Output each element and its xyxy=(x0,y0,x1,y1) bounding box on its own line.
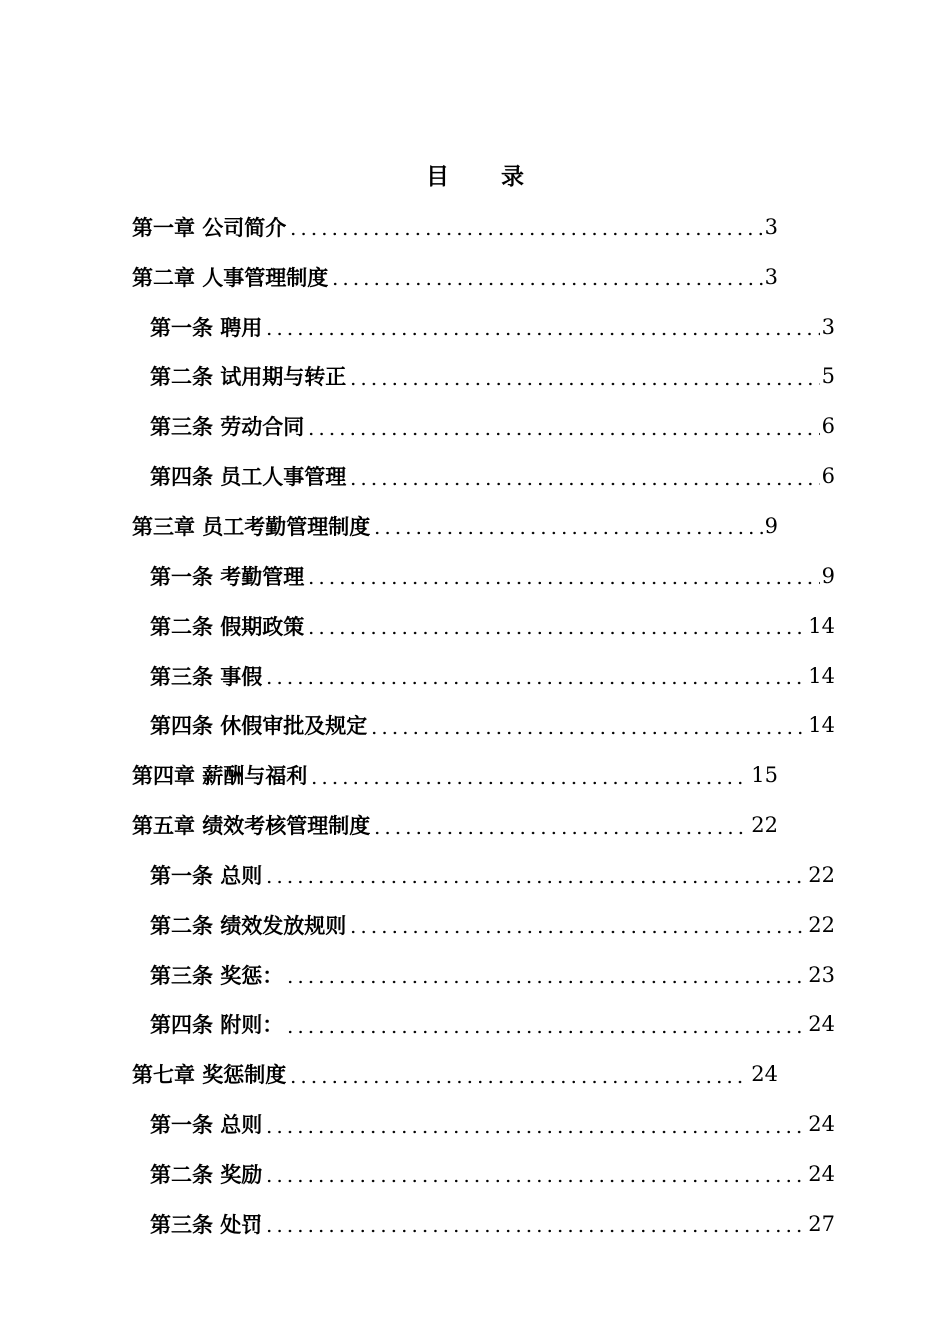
toc-dot-leader xyxy=(348,466,819,487)
toc-entry-label: 第三章 员工考勤管理制度 xyxy=(132,513,371,539)
toc-dot-leader xyxy=(348,366,819,387)
toc-entry-label: 第三条 劳动合同 xyxy=(150,414,305,440)
toc-entry-article[interactable] xyxy=(0,950,950,1000)
toc-entry-page-number: 6 xyxy=(821,464,835,489)
toc-entry-label: 第四章 薪酬与福利 xyxy=(132,763,308,789)
toc-entry-label: 第二章 人事管理制度 xyxy=(132,264,329,290)
toc-entry-article[interactable] xyxy=(0,900,950,950)
toc-entry-page-number: 6 xyxy=(821,414,835,439)
toc-entry-label: 第二条 假期政策 xyxy=(150,613,305,639)
toc-entry-label: 第四条 休假审批及规定 xyxy=(150,713,368,739)
toc-entry-page-number: 23 xyxy=(808,962,835,987)
toc-dot-leader xyxy=(309,765,749,786)
toc-entry-page-number: 24 xyxy=(808,1012,835,1037)
toc-entry-chapter[interactable] xyxy=(0,800,950,850)
toc-dot-leader xyxy=(264,665,806,686)
toc-entry-page-number: 14 xyxy=(808,613,835,638)
toc-entry-label: 第四条 附则： xyxy=(150,1012,284,1038)
toc-dot-leader xyxy=(264,1213,806,1234)
toc-entry-page-number: 22 xyxy=(751,813,778,838)
toc-entry-article[interactable] xyxy=(0,1199,950,1249)
toc-entry-label: 第一条 总则 xyxy=(150,862,263,888)
toc-entry-article[interactable] xyxy=(0,401,950,451)
toc-entry-chapter[interactable] xyxy=(0,252,950,302)
toc-dot-leader xyxy=(264,1163,806,1184)
toc-dot-leader xyxy=(264,1114,806,1135)
toc-entry-page-number: 24 xyxy=(808,1112,835,1137)
toc-entry-article[interactable] xyxy=(0,700,950,750)
toc-entry-page-number: 3 xyxy=(764,264,778,289)
toc-dot-leader xyxy=(288,216,762,237)
toc-dot-leader xyxy=(306,565,819,586)
toc-entry-article[interactable] xyxy=(0,451,950,501)
toc-entry-page-number: 24 xyxy=(808,1161,835,1186)
toc-entry-page-number: 24 xyxy=(751,1062,778,1087)
toc-dot-leader xyxy=(264,864,806,885)
toc-dot-leader xyxy=(285,1014,806,1035)
toc-entry-label: 第三条 处罚 xyxy=(150,1211,263,1237)
toc-entry-chapter[interactable] xyxy=(0,1049,950,1099)
toc-dot-leader xyxy=(288,1064,749,1085)
toc-dot-leader xyxy=(372,815,749,836)
toc-entry-page-number: 14 xyxy=(808,663,835,688)
toc-entry-article[interactable] xyxy=(0,601,950,651)
toc-entry-page-number: 14 xyxy=(808,713,835,738)
toc-entry-article[interactable] xyxy=(0,850,950,900)
toc-title: 目 录 xyxy=(425,163,546,190)
toc-entry-label: 第二条 绩效发放规则 xyxy=(150,912,347,938)
toc-entry-label: 第二条 试用期与转正 xyxy=(150,364,347,390)
toc-entry-article[interactable] xyxy=(0,302,950,352)
toc-entry-label: 第三条 事假 xyxy=(150,663,263,689)
toc-entry-chapter[interactable] xyxy=(0,501,950,551)
toc-entry-article[interactable] xyxy=(0,1000,950,1050)
toc-entry-article[interactable] xyxy=(0,1099,950,1149)
toc-entry-article[interactable] xyxy=(0,551,950,601)
toc-entry-label: 第一条 聘用 xyxy=(150,314,263,340)
toc-dot-leader xyxy=(285,964,806,985)
toc-entry-label: 第一条 考勤管理 xyxy=(150,563,305,589)
toc-entry-label: 第一章 公司简介 xyxy=(132,214,287,240)
toc-entry-label: 第一条 总则 xyxy=(150,1112,263,1138)
toc-entry-article[interactable] xyxy=(0,651,950,701)
toc-dot-leader xyxy=(306,615,806,636)
toc-entry-chapter[interactable] xyxy=(0,202,950,252)
toc-entry-article[interactable] xyxy=(0,1149,950,1199)
toc-entry-article[interactable] xyxy=(0,352,950,402)
toc-list xyxy=(0,202,950,1249)
toc-entry-label: 第四条 员工人事管理 xyxy=(150,464,347,490)
toc-entry-label: 第三条 奖惩： xyxy=(150,962,284,988)
toc-entry-label: 第二条 奖励 xyxy=(150,1161,263,1187)
toc-entry-page-number: 22 xyxy=(808,862,835,887)
toc-entry-page-number: 22 xyxy=(808,912,835,937)
toc-entry-label: 第五章 绩效考核管理制度 xyxy=(132,813,371,839)
toc-dot-leader xyxy=(264,316,819,337)
toc-dot-leader xyxy=(372,515,762,536)
toc-entry-page-number: 27 xyxy=(808,1211,835,1236)
toc-entry-page-number: 9 xyxy=(764,513,778,538)
toc-entry-page-number: 3 xyxy=(821,314,835,339)
toc-entry-page-number: 15 xyxy=(751,763,778,788)
toc-entry-page-number: 3 xyxy=(764,214,778,239)
toc-entry-label: 第七章 奖惩制度 xyxy=(132,1062,287,1088)
toc-entry-page-number: 9 xyxy=(821,563,835,588)
toc-dot-leader xyxy=(306,416,819,437)
toc-entry-chapter[interactable] xyxy=(0,750,950,800)
toc-dot-leader xyxy=(348,914,806,935)
toc-dot-leader xyxy=(330,266,762,287)
toc-dot-leader xyxy=(369,715,806,736)
toc-entry-page-number: 5 xyxy=(821,364,835,389)
